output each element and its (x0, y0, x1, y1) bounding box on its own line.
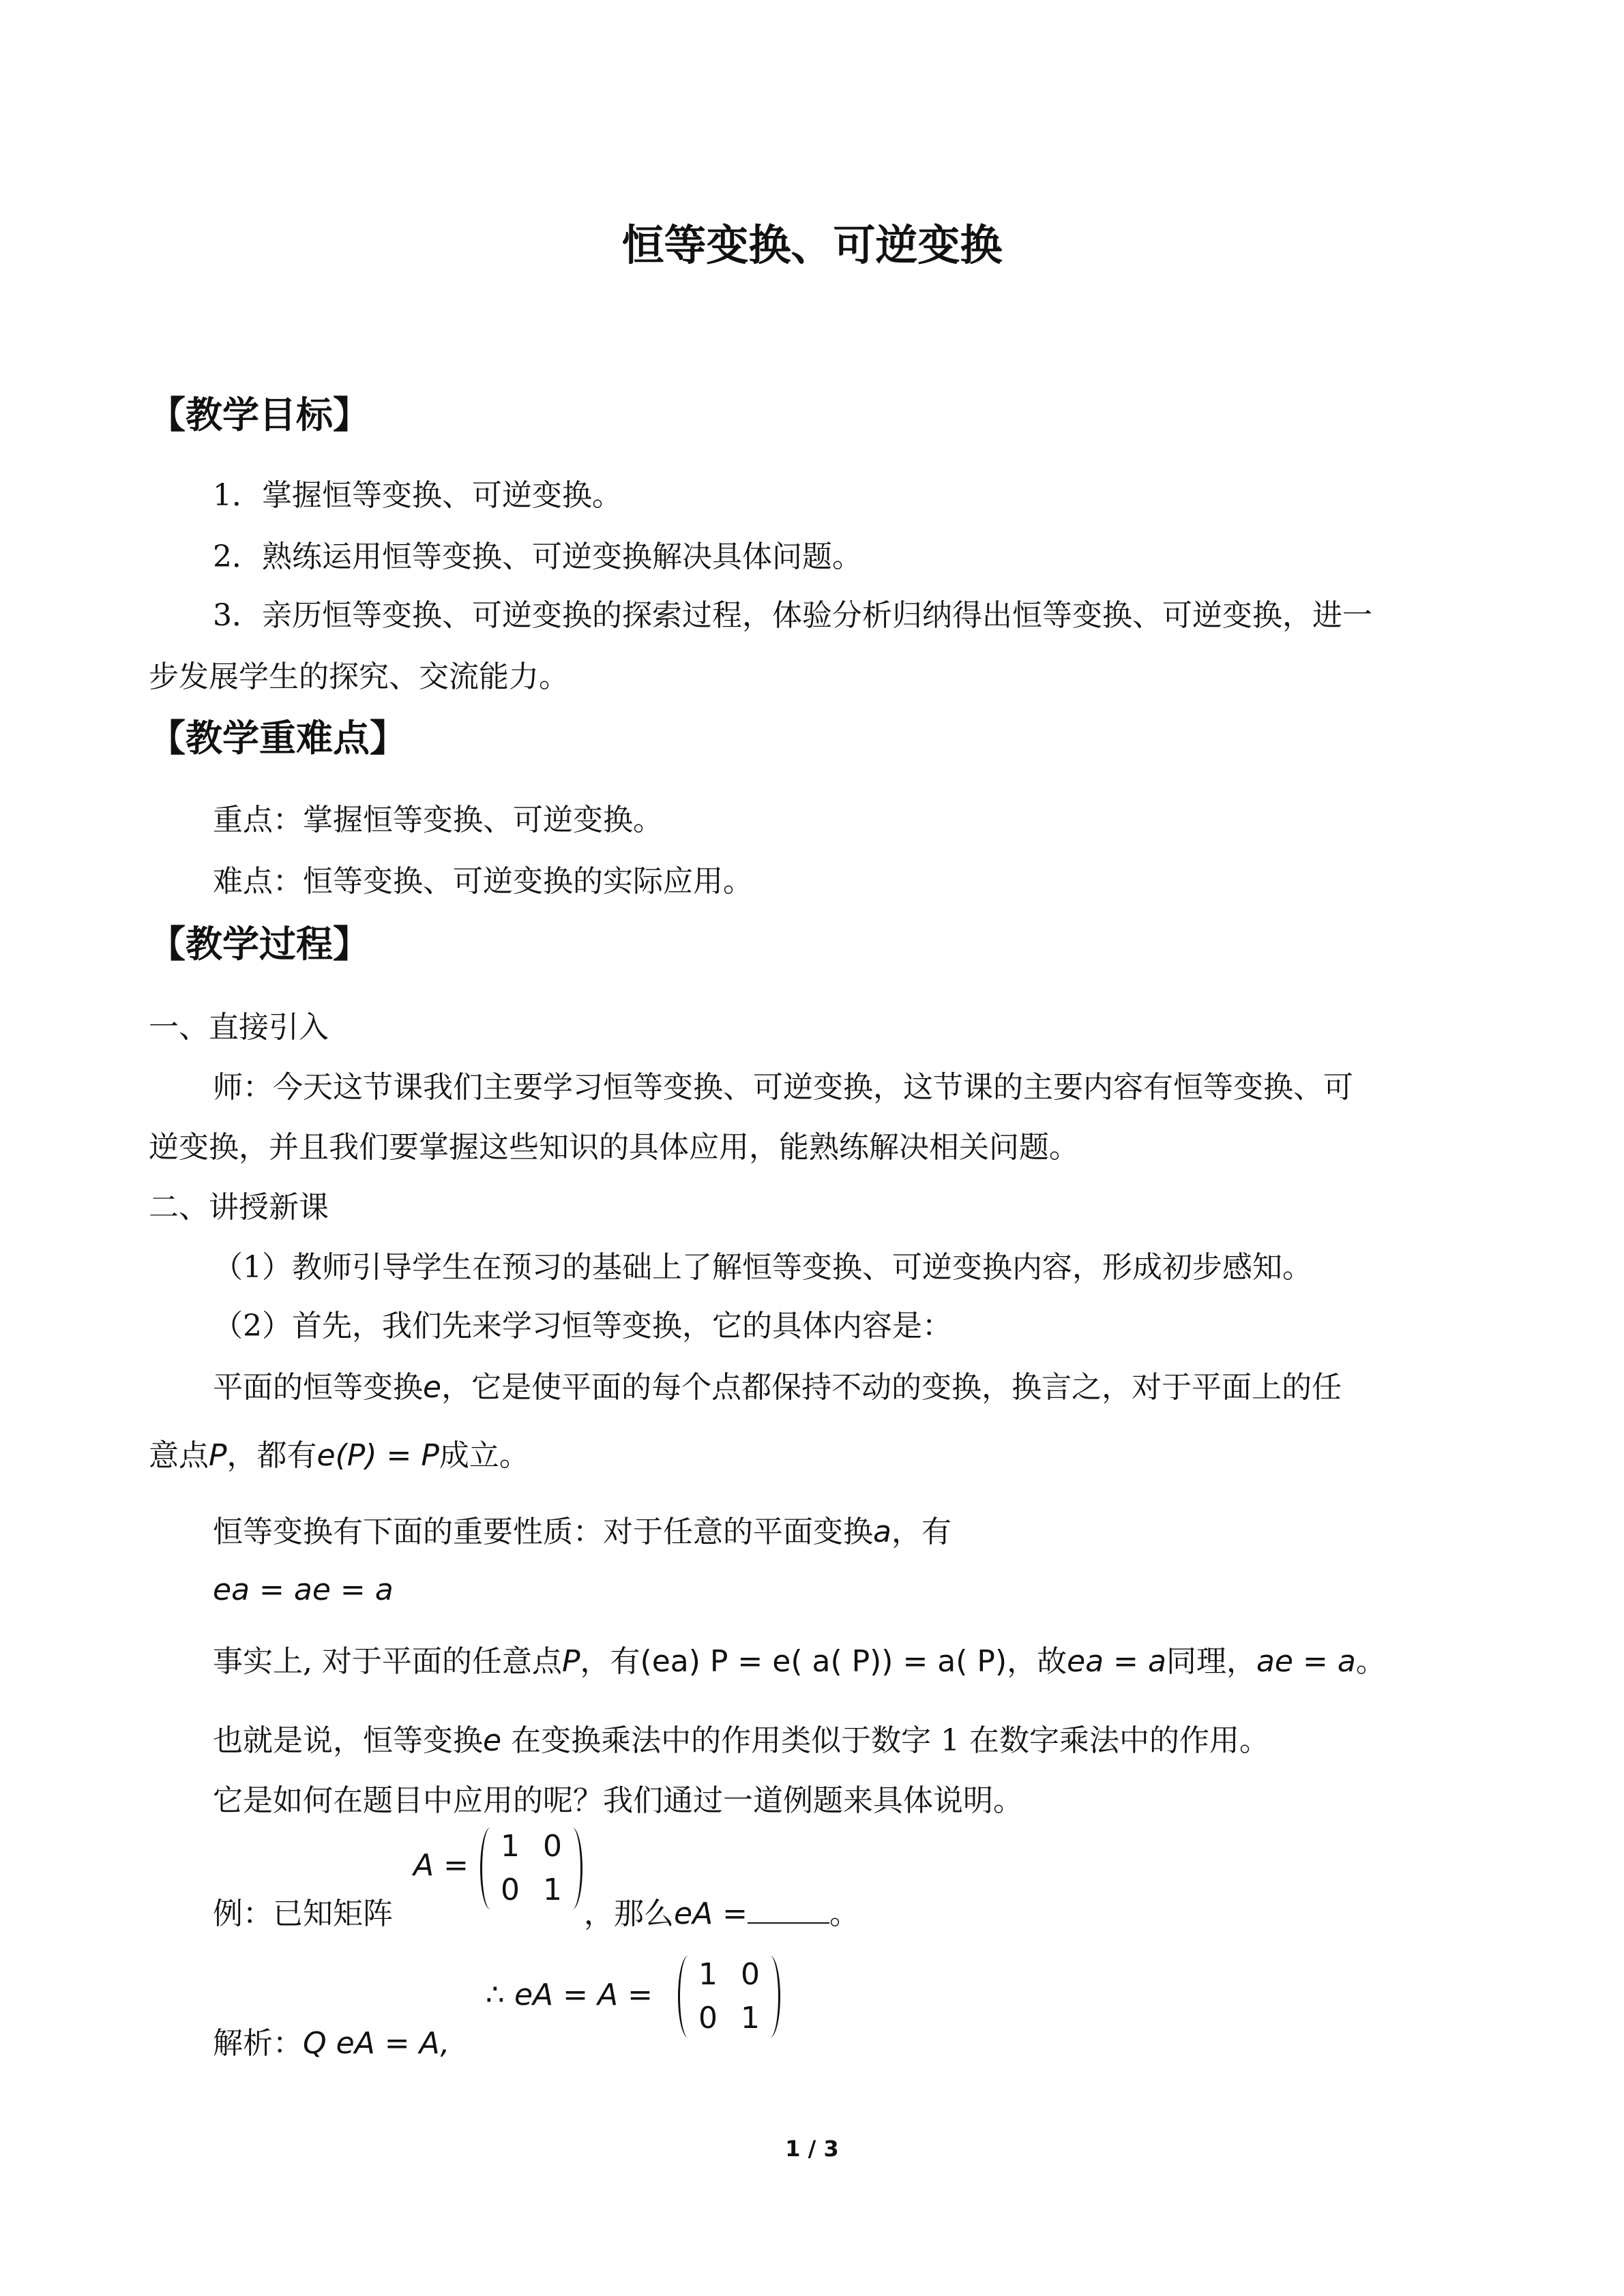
matrix-cell: 0 (501, 1873, 520, 1907)
matrix-cell: 1 (741, 2001, 760, 2036)
definition-line-2: 意点P，都有e(P) = P成立。 (149, 1438, 529, 1473)
part2-title: 二、讲授新课 (149, 1190, 329, 1225)
matrix-cell: 1 (501, 1829, 520, 1864)
part1-title: 一、直接引入 (149, 1010, 329, 1045)
goal-3: 3．亲历恒等变换、可逆变换的探索过程，体验分析归纳得出恒等变换、可逆变换，进一 (213, 598, 1372, 633)
transition-line: 它是如何在题目中应用的呢？我们通过一道例题来具体说明。 (213, 1783, 1023, 1818)
analogy-line: 也就是说，恒等变换e 在变换乘法中的作用类似于数字 1 在数字乘法中的作用。 (213, 1723, 1270, 1758)
part1-text-2: 逆变换，并且我们要掌握这些知识的具体应用，能熟练解决相关问题。 (149, 1130, 1079, 1165)
key-point: 重点：掌握恒等变换、可逆变换。 (213, 803, 663, 837)
matrix-cell: 1 (698, 1957, 718, 1992)
page-title: 恒等变换、可逆变换 (621, 220, 1003, 270)
example-question: ，那么eA = 。 (584, 1896, 860, 1931)
matrix-cell: 1 (543, 1873, 562, 1907)
section-heading-key-points: 【教学重难点】 (149, 716, 407, 760)
matrix-bracket-left (480, 1828, 497, 1909)
part1-text-1: 师：今天这节课我们主要学习恒等变换、可逆变换，这节课的主要内容有恒等变换、可 (213, 1070, 1353, 1105)
goal-2: 2．熟练运用恒等变换、可逆变换解决具体问题。 (213, 539, 862, 574)
matrix-cell: 0 (698, 2001, 718, 2036)
matrix-bracket-right (763, 1956, 780, 2038)
goal-3-cont: 步发展学生的探究、交流能力。 (149, 659, 569, 694)
example-label: 例：已知矩阵 (213, 1896, 393, 1931)
solution-line: 解析：Q eA = A, (213, 2026, 450, 2061)
var-e: e (423, 1370, 442, 1405)
solution-matrix (678, 1956, 780, 2038)
matrix-cell: 0 (741, 1957, 760, 1992)
section-heading-process: 【教学过程】 (149, 922, 370, 966)
section-heading-goals: 【教学目标】 (149, 393, 370, 436)
property-formula: ea = ae = a (213, 1572, 394, 1607)
definition-line-1: 平面的恒等变换e，它是使平面的每个点都保持不动的变换，换言之，对于平面上的任 (213, 1370, 1342, 1405)
part2-item-1: （1）教师引导学生在预习的基础上了解恒等变换、可逆变换内容，形成初步感知。 (213, 1250, 1312, 1285)
page-number: 1 / 3 (785, 2136, 839, 2162)
goal-1: 1．掌握恒等变换、可逆变换。 (213, 478, 622, 513)
part2-item-2: （2）首先，我们先来学习恒等变换，它的具体内容是： (213, 1309, 952, 1343)
property-line: 恒等变换有下面的重要性质：对于任意的平面变换a，有 (213, 1515, 951, 1549)
matrix-cell: 0 (543, 1829, 562, 1864)
answer-blank[interactable] (748, 1896, 829, 1924)
proof-line: 事实上, 对于平面的任意点P，有(ea) P = e( a( P)) = a( P)，故ea = a同理，ae = a。 (213, 1644, 1386, 1679)
example-matrix-A-label: A = (413, 1848, 469, 1883)
difficult-point: 难点：恒等变换、可逆变换的实际应用。 (213, 864, 753, 899)
solution-therefore: ∴ eA = A = (486, 1978, 653, 2012)
identity-formula: e(P) = P (316, 1438, 439, 1473)
example-matrix (480, 1828, 582, 1909)
matrix-bracket-right (565, 1828, 582, 1909)
matrix-bracket-left (678, 1956, 695, 2038)
